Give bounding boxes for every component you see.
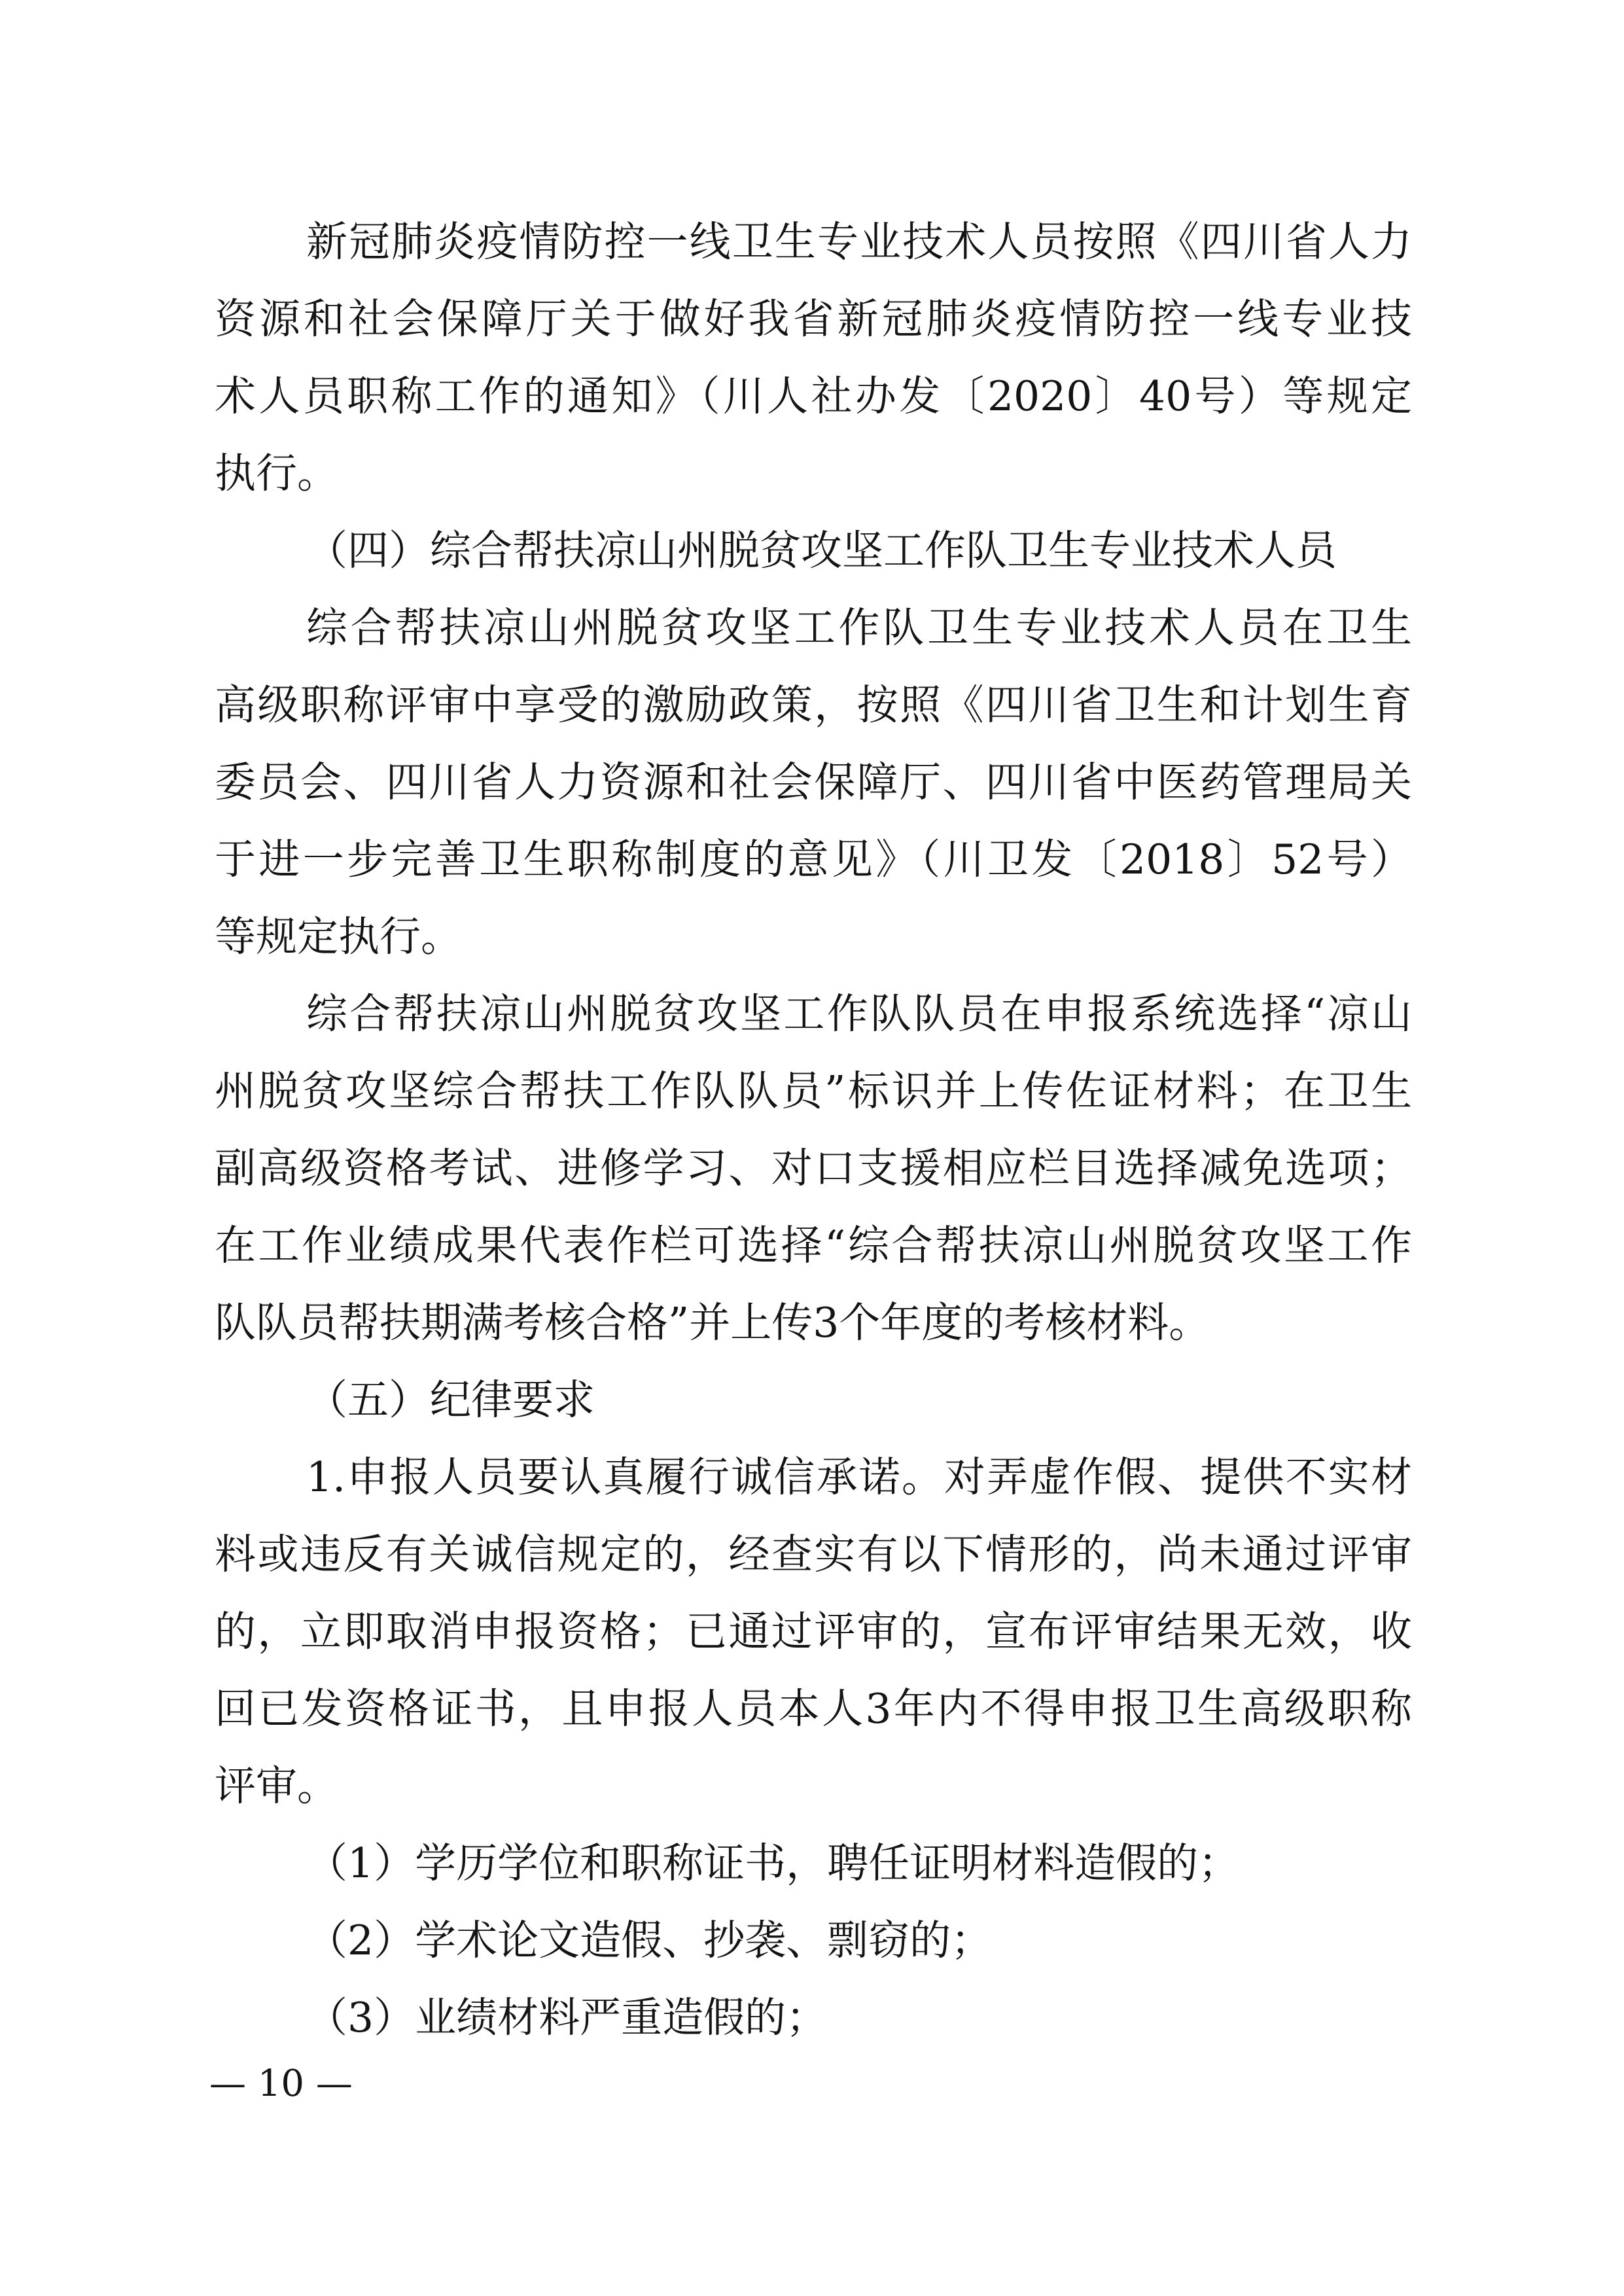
list-item: （3）业绩材料严重造假的； xyxy=(306,1994,828,2041)
list-item: （1）学历学位和职称证书，聘任证明材料造假的； xyxy=(306,1839,1240,1887)
text-line: 1.申报人员要认真履行诚信承诺。对弄虚作假、提供不实材 xyxy=(306,1453,1412,1501)
text-line: 高级职称评审中享受的激励政策，按照《四川省卫生和计划生育 xyxy=(215,681,1412,729)
text-line: 综合帮扶凉山州脱贫攻坚工作队卫生专业技术人员在卫生 xyxy=(306,604,1412,652)
page-number: — 10 — xyxy=(209,2062,353,2105)
text-line: 术人员职称工作的通知》（川人社办发〔2020〕40号）等规定 xyxy=(215,372,1412,420)
text-line: 等规定执行。 xyxy=(215,913,462,961)
text-line: 综合帮扶凉山州脱贫攻坚工作队队员在申报系统选择“凉山 xyxy=(306,990,1412,1038)
text-line: 于进一步完善卫生职称制度的意见》（川卫发〔2018〕52号） xyxy=(215,836,1412,883)
text-line: 新冠肺炎疫情防控一线卫生专业技术人员按照《四川省人力 xyxy=(306,218,1412,266)
text-line: 队队员帮扶期满考核合格”并上传3个年度的考核材料。 xyxy=(215,1299,1210,1347)
text-line: 回已发资格证书，且申报人员本人3年内不得申报卫生高级职称 xyxy=(215,1685,1412,1733)
text-line: 的，立即取消申报资格；已通过评审的，宣布评审结果无效，收 xyxy=(215,1608,1412,1655)
text-line: 委员会、四川省人力资源和社会保障厅、四川省中医药管理局关 xyxy=(215,758,1412,806)
section-heading: （四）综合帮扶凉山州脱贫攻坚工作队卫生专业技术人员 xyxy=(306,527,1337,574)
text-line: 料或违反有关诚信规定的，经查实有以下情形的，尚未通过评审 xyxy=(215,1530,1412,1578)
section-heading: （五）纪律要求 xyxy=(306,1376,595,1424)
text-line: 资源和社会保障厅关于做好我省新冠肺炎疫情防控一线专业技 xyxy=(215,295,1412,343)
text-line: 在工作业绩成果代表作栏可选择“综合帮扶凉山州脱贫攻坚工作 xyxy=(215,1222,1412,1269)
text-line: 评审。 xyxy=(215,1762,338,1810)
list-item: （2）学术论文造假、抄袭、剽窃的； xyxy=(306,1916,993,1964)
text-line: 执行。 xyxy=(215,450,338,497)
text-line: 州脱贫攻坚综合帮扶工作队队员”标识并上传佐证材料；在卫生 xyxy=(215,1067,1412,1115)
text-line: 副高级资格考试、进修学习、对口支援相应栏目选择减免选项； xyxy=(215,1144,1412,1192)
